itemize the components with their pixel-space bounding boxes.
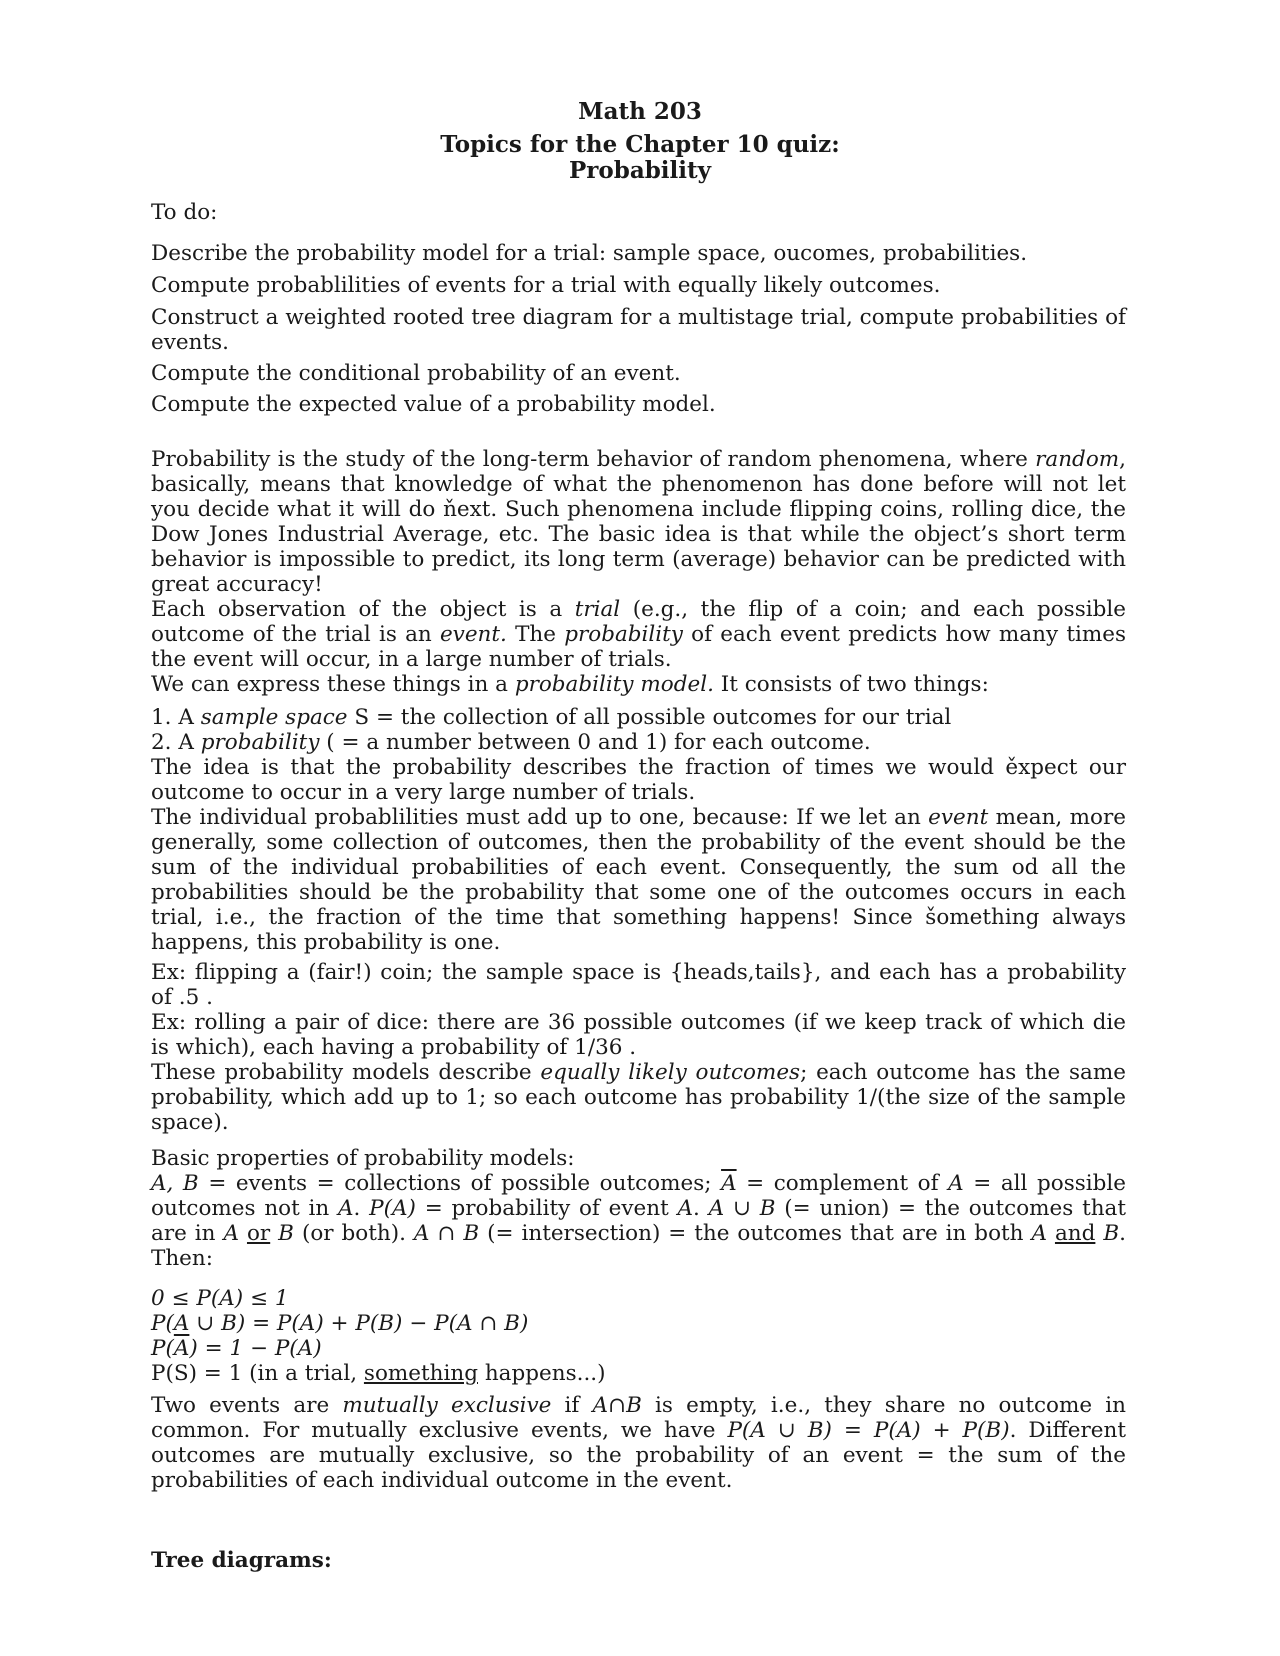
idea-paragraph: The idea is that the probability describes the fraction of times we would ěxpect our outcome to occur in a very large number of trials. xyxy=(151,755,1126,805)
todo-item-1: Describe the probability model for a trial: sample space, oucomes, probabilities. xyxy=(151,241,1028,266)
todo-item-5: Compute the expected value of a probability model. xyxy=(151,392,716,417)
equally-likely-paragraph: These probability models describe equally likely outcomes; each outcome has the same probability, which add up to 1; so each outcome has probability 1/(the size of the sample space). xyxy=(151,1060,1126,1135)
sum-to-one-paragraph: The individual probablilities must add up to one, because: If we let an event mean, more generally, some collection of outcomes, then the probability of the event should be the sum of the individual probabilities of each event. Consequently, the sum od all the probabilities should be the probability that some one of the outcomes occurs in each trial, i.e., the fraction of the time that something happens! Since šomething always happens, this probability is one. xyxy=(151,805,1126,955)
formula-union: P(A ∪ B) = P(A) + P(B) − P(A ∩ B) xyxy=(151,1311,529,1336)
todo-item-2: Compute probablilities of events for a trial with equally likely outcomes. xyxy=(151,273,941,298)
formula-bounds: 0 ≤ P(A) ≤ 1 xyxy=(151,1286,289,1311)
mutually-exclusive-paragraph: Two events are mutually exclusive if A∩B is empty, i.e., they share no outcome in common. For mutually exclusive events, we have P(A ∪ B) = P(A) + P(B). Different outcomes are mutually exclusive, so the probability of an event = the sum of the probabilities of each individual outcome in the event. xyxy=(151,1393,1126,1493)
model-item-probability: 2. A probability ( = a number between 0 and 1) for each outcome. xyxy=(151,730,871,755)
formula-complement: $P(\overline{A}) = 1 - P(A)$ xyxy=(151,1336,322,1361)
todo-item-3: Construct a weighted rooted tree diagram for a multistage trial, compute probabilities of events. xyxy=(151,305,1126,355)
intro-paragraph-3: We can express these things in a probability model. It consists of two things: xyxy=(151,672,989,697)
intro-paragraph-2: Each observation of the object is a trial (e.g., the flip of a coin; and each possible outcome of the trial is an event. The probability of each event predicts how many times the event will occur, in a large number of trials. xyxy=(151,597,1126,672)
example-coin: Ex: flipping a (fair!) coin; the sample space is {heads,tails}, and each has a probability of .5 . xyxy=(151,960,1126,1010)
todo-label: To do: xyxy=(151,200,218,225)
formula-sample-space: P(S) = 1 (in a trial, something happens...) xyxy=(151,1361,606,1386)
tree-diagrams-heading: Tree diagrams: xyxy=(151,1548,332,1573)
course-title: Math 203 xyxy=(578,98,702,125)
quiz-subtitle: Probability xyxy=(568,157,712,184)
todo-item-4: Compute the conditional probability of an event. xyxy=(151,361,681,386)
example-dice: Ex: rolling a pair of dice: there are 36 possible outcomes (if we keep track of which die is which), each having a probability of 1/36 . xyxy=(151,1010,1126,1060)
basic-properties-definitions: A, B = events = collections of possible outcomes; $\overline{A}$ = complement of A = all possible outcomes not in A. P(A) = probability of event A. A ∪ B (= union) = the outcomes that are in A or B (or both). A ∩ B (= intersection) = the outcomes that are in both A and B. Then: xyxy=(151,1171,1127,1271)
model-item-sample-space: 1. A sample space S = the collection of all possible outcomes for our trial xyxy=(151,705,952,730)
intro-paragraph-1: Probability is the study of the long-term behavior of random phenomena, where random, basically, means that knowledge of what the phenomenon has done before will not let you decide what it will do ňext. Such phenomena include flipping coins, rolling dice, the Dow Jones Industrial Average, etc. The basic idea is that while the object’s short term behavior is impossible to predict, its long term (average) behavior can be predicted with great accuracy! xyxy=(151,447,1126,597)
basic-properties-heading: Basic properties of probability models: xyxy=(151,1146,575,1171)
quiz-title: Topics for the Chapter 10 quiz: xyxy=(440,131,840,158)
